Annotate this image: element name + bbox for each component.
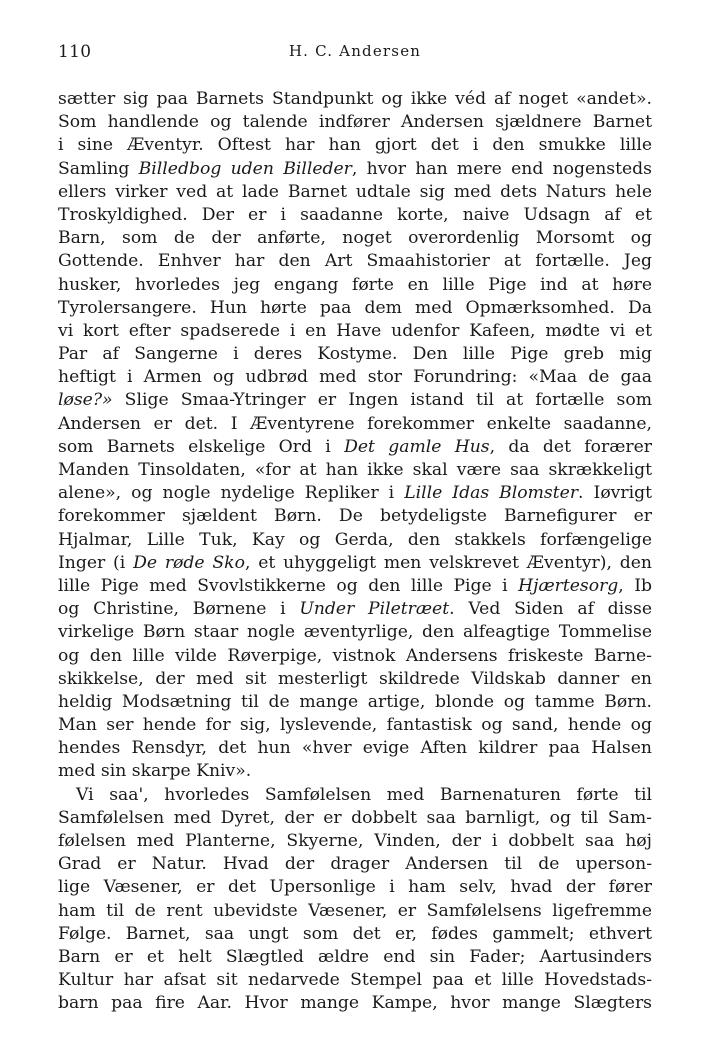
text-segment: Følge. Barnet, saa ungt som det er, fødes gammelt; ethvert bbox=[58, 923, 652, 944]
text-segment: som Barnets elskelige Ord i bbox=[58, 436, 345, 457]
text-line bbox=[58, 552, 652, 575]
text-segment: , hvor han mere end nogensteds bbox=[351, 158, 652, 179]
text-line bbox=[58, 760, 652, 783]
text-segment: følelsen med Planterne, Skyerne, Vinden, der i dobbelt saa høj bbox=[58, 831, 652, 851]
italic-title: Under Piletræet bbox=[299, 599, 450, 620]
text-line bbox=[58, 88, 652, 111]
page-header bbox=[58, 42, 652, 66]
running-head: H. C. Andersen bbox=[288, 42, 422, 60]
text-segment: heldig Modsætning til de mange artige, blonde og tamme Børn. bbox=[58, 691, 652, 712]
text-line bbox=[58, 204, 652, 227]
text-line bbox=[58, 992, 652, 1015]
text-line bbox=[58, 111, 652, 134]
text-line bbox=[58, 737, 652, 760]
page-number: 110 bbox=[58, 42, 92, 62]
text-segment: med sin skarpe Kniv». bbox=[58, 761, 252, 782]
text-segment: Gottende. Enhver har den Art Smaahistorier at fortælle. Jeg bbox=[58, 251, 652, 272]
text-line bbox=[58, 459, 652, 482]
text-segment: Som handlende og talende indfører Andersen sjældnere Barnet bbox=[58, 112, 652, 133]
text-segment: Grad er Natur. Hvad der drager Andersen til de uperson- bbox=[58, 854, 652, 875]
text-line bbox=[58, 807, 652, 830]
text-line bbox=[58, 274, 652, 297]
text-segment: forekommer sjældent Børn. De betydeligste Barnefigurer er bbox=[58, 506, 652, 527]
text-segment: hendes Rensdyr, det hun «hver evige Aften kildrer paa Halsen bbox=[58, 738, 652, 759]
text-line bbox=[58, 505, 652, 528]
text-segment: og den lille vilde Røverpige, vistnok Andersens friskeste Barne- bbox=[58, 645, 652, 666]
italic-title: Lille Idas Blomster bbox=[404, 483, 579, 504]
text-line bbox=[58, 923, 652, 946]
text-segment: ham til de rent ubevidste Væsener, er Samfølelsens ligefremme bbox=[58, 900, 652, 921]
text-segment: heftigt i Armen og udbrød med stor Forundring: «Maa de gaa bbox=[58, 367, 652, 388]
text-line bbox=[58, 668, 652, 691]
text-line bbox=[58, 876, 652, 899]
text-line bbox=[58, 575, 652, 598]
text-segment: Vi saa', hvorledes Samfølelsen med Barnenaturen førte til bbox=[76, 784, 652, 805]
text-segment: ellers virker ved at lade Barnet udtale sig med dets Naturs hele bbox=[58, 181, 652, 202]
text-line bbox=[58, 413, 652, 436]
text-segment: Kultur har afsat sit nedarvede Stempel paa et lille Hovedstads- bbox=[58, 970, 652, 991]
text-line bbox=[58, 320, 652, 343]
text-segment: husker, hvorledes jeg engang førte en lille Pige ind at høre bbox=[58, 274, 652, 295]
text-line bbox=[58, 784, 652, 807]
text-segment: Par af Sangerne i deres Kostyme. Den lille Pige greb mig bbox=[58, 344, 652, 365]
text-line bbox=[58, 598, 652, 621]
text-segment: Hjalmar, Lille Tuk, Kay og Gerda, den stakkels forfængelige bbox=[58, 529, 652, 550]
text-line bbox=[58, 714, 652, 737]
text-segment: Inger (i bbox=[58, 552, 134, 573]
text-segment: Troskyldighed. Der er i saadanne korte, naive Udsagn af et bbox=[58, 204, 652, 225]
text-line bbox=[58, 436, 652, 459]
text-line bbox=[58, 853, 652, 876]
text-segment: , da det forærer bbox=[489, 436, 652, 457]
text-line bbox=[58, 158, 652, 181]
text-line bbox=[58, 366, 652, 389]
text-segment: . Ved Siden af disse bbox=[449, 599, 652, 620]
text-line bbox=[58, 389, 652, 412]
text-line bbox=[58, 645, 652, 668]
text-line bbox=[58, 621, 652, 644]
italic-title: Hjærtesorg bbox=[518, 575, 619, 596]
text-segment: Slige Smaa-Ytringer er Ingen istand til at fortælle som bbox=[112, 390, 652, 411]
italic-title: Det gamle Hus bbox=[344, 436, 490, 457]
text-segment: Andersen er det. I Æventyrene forekommer enkelte saadanne, bbox=[58, 413, 652, 434]
text-line bbox=[58, 343, 652, 366]
italic-title: løse?» bbox=[58, 390, 113, 411]
italic-title: Billedbog uden Billeder bbox=[138, 158, 352, 179]
text-segment: i sine Æventyr. Oftest har han gjort det i den smukke lille bbox=[58, 135, 652, 156]
text-segment: skikkelse, der med sit mesterligt skildrede Vildskab danner en bbox=[58, 668, 652, 689]
text-segment: sætter sig paa Barnets Standpunkt og ikke véd af noget «andet». bbox=[58, 89, 652, 109]
text-line bbox=[58, 181, 652, 204]
text-line bbox=[58, 250, 652, 273]
text-line bbox=[58, 946, 652, 969]
text-line bbox=[58, 227, 652, 250]
text-segment: Manden Tinsoldaten, «for at han ikke skal være saa skrækkeligt bbox=[58, 460, 652, 480]
text-segment: alene», og nogle nydelige Repliker i bbox=[58, 483, 405, 504]
text-line bbox=[58, 297, 652, 320]
text-segment: , et uhyggeligt men velskrevet Æventyr), den bbox=[244, 552, 652, 573]
text-segment: , Ib bbox=[618, 575, 653, 596]
text-segment: Barn er et helt Slægtled ældre end sin Fader; Aartusinders bbox=[58, 946, 652, 967]
text-segment: Barn, som de der anførte, noget overordenlig Morsomt og bbox=[58, 228, 652, 249]
text-line bbox=[58, 830, 652, 853]
text-segment: vi kort efter spadserede i en Have udenfor Kafeen, mødte vi et bbox=[58, 320, 652, 341]
text-segment: Tyrolersangere. Hun hørte paa dem med Opmærksomhed. Da bbox=[58, 297, 652, 318]
text-segment: barn paa fire Aar. Hvor mange Kampe, hvor mange Slægters bbox=[58, 993, 652, 1014]
text-segment: Man ser hende for sig, lyslevende, fantastisk og sand, hende og bbox=[58, 715, 652, 736]
italic-title: De røde Sko bbox=[133, 552, 245, 573]
text-segment: Samling bbox=[58, 158, 139, 179]
text-segment: lige Væsener, er det Upersonlige i ham selv, hvad der fører bbox=[58, 877, 652, 898]
text-segment: . Iøvrigt bbox=[578, 483, 652, 504]
body-text bbox=[58, 88, 652, 1016]
text-line bbox=[58, 691, 652, 714]
text-line bbox=[58, 969, 652, 992]
text-segment: lille Pige med Svovlstikkerne og den lille Pige i bbox=[58, 575, 519, 596]
text-line bbox=[58, 529, 652, 552]
text-line bbox=[58, 482, 652, 505]
text-segment: og Christine, Børnene i bbox=[58, 599, 300, 620]
text-segment: Samfølelsen med Dyret, der er dobbelt saa barnligt, og til Sam- bbox=[58, 807, 652, 828]
text-line bbox=[58, 134, 652, 157]
text-segment: virkelige Børn staar nogle æventyrlige, den alfeagtige Tommelise bbox=[58, 622, 652, 643]
text-line bbox=[58, 900, 652, 923]
